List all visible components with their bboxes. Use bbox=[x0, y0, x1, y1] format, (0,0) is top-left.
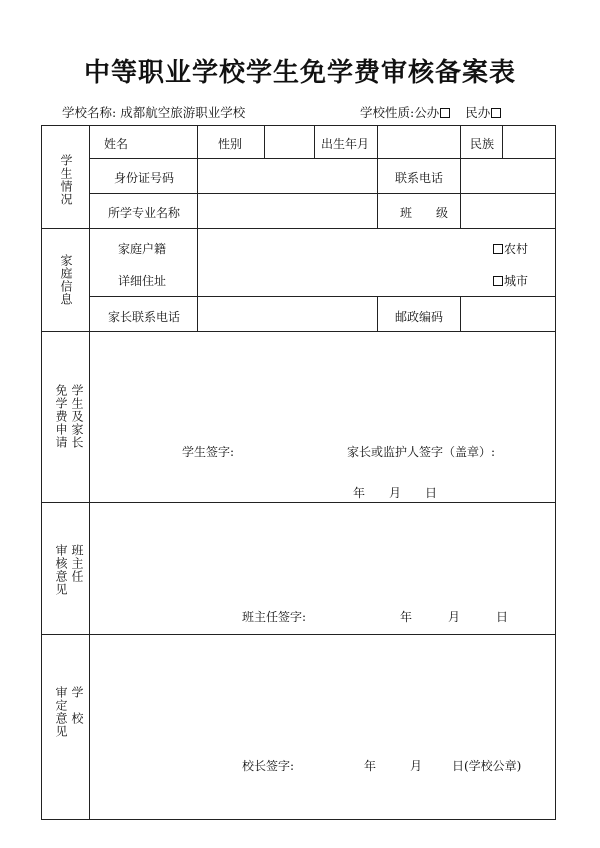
urban-label: 城市 bbox=[504, 274, 529, 288]
parent-signature-label: 家长或监护人签字（盖章）: bbox=[347, 445, 496, 459]
divider-line bbox=[42, 331, 555, 332]
divider-line bbox=[460, 126, 461, 228]
approval-form bbox=[41, 125, 556, 820]
urban-option bbox=[492, 272, 528, 289]
parent-phone-label: 家长联系电话 bbox=[108, 310, 181, 324]
school-day-seal: 日(学校公章) bbox=[452, 759, 522, 773]
divider-line bbox=[502, 126, 503, 158]
public-label: 公办 bbox=[414, 105, 440, 120]
registry-label: 家庭户籍 bbox=[118, 242, 167, 256]
private-checkbox[interactable] bbox=[491, 108, 501, 118]
divider-line bbox=[264, 126, 265, 158]
application-section-label bbox=[55, 384, 83, 449]
school-year: 年 bbox=[364, 759, 377, 773]
school-name-line bbox=[62, 103, 245, 121]
divider-line bbox=[42, 228, 555, 229]
ethnicity-label: 民族 bbox=[470, 137, 495, 151]
application-section-text-2: 免学费申请 bbox=[54, 384, 68, 449]
divider-line bbox=[42, 502, 555, 503]
divider-line bbox=[89, 296, 555, 297]
rural-option bbox=[492, 240, 528, 257]
id-number-label: 身份证号码 bbox=[114, 171, 175, 185]
birth-label: 出生年月 bbox=[321, 137, 370, 151]
student-section-label bbox=[60, 154, 72, 206]
rural-label: 农村 bbox=[504, 242, 529, 256]
divider-line bbox=[377, 126, 378, 228]
teacher-section-text-2: 审核意见 bbox=[54, 544, 68, 596]
gender-label: 性别 bbox=[218, 137, 243, 151]
school-type-label: 学校性质: bbox=[360, 105, 415, 120]
divider-line bbox=[377, 296, 378, 331]
major-label: 所学专业名称 bbox=[108, 206, 181, 220]
public-checkbox[interactable] bbox=[440, 108, 450, 118]
address-label: 详细住址 bbox=[118, 274, 167, 288]
student-section-text: 学生情况 bbox=[59, 154, 73, 206]
postcode-label: 邮政编码 bbox=[395, 310, 444, 324]
teacher-section-label bbox=[55, 544, 83, 596]
teacher-signature-label: 班主任签字: bbox=[242, 610, 307, 624]
divider-line bbox=[89, 126, 90, 819]
school-section-text-2: 审定意见 bbox=[54, 686, 68, 738]
urban-checkbox[interactable] bbox=[493, 276, 503, 286]
school-name-label: 学校名称: bbox=[62, 105, 117, 120]
application-section-text-1: 学生及家长 bbox=[70, 384, 84, 449]
divider-line bbox=[197, 228, 198, 331]
divider-line bbox=[197, 126, 198, 228]
application-date: 年 月 日 bbox=[353, 486, 438, 500]
private-label: 民办 bbox=[465, 105, 491, 120]
name-label: 姓名 bbox=[104, 137, 129, 151]
school-type-line bbox=[360, 103, 502, 121]
divider-line bbox=[42, 634, 555, 635]
teacher-section-text-1: 班主任 bbox=[70, 544, 84, 583]
class-label: 班 级 bbox=[400, 206, 449, 220]
form-title: 中等职业学校学生免学费审核备案表 bbox=[83, 58, 516, 88]
school-section-text-1: 学 校 bbox=[70, 686, 84, 725]
divider-line bbox=[89, 193, 555, 194]
school-section-label bbox=[55, 686, 83, 738]
divider-line bbox=[89, 158, 555, 159]
student-signature-label: 学生签字: bbox=[182, 445, 235, 459]
divider-line bbox=[314, 126, 315, 158]
principal-signature-label: 校长签字: bbox=[242, 759, 295, 773]
teacher-date: 年 月 日 bbox=[400, 610, 509, 624]
phone-label: 联系电话 bbox=[395, 171, 444, 185]
divider-line bbox=[460, 296, 461, 331]
family-section-label bbox=[60, 254, 72, 306]
rural-checkbox[interactable] bbox=[493, 244, 503, 254]
school-name-value: 成都航空旅游职业学校 bbox=[120, 105, 246, 120]
family-section-text: 家庭信息 bbox=[59, 254, 73, 306]
school-month: 月 bbox=[410, 759, 423, 773]
